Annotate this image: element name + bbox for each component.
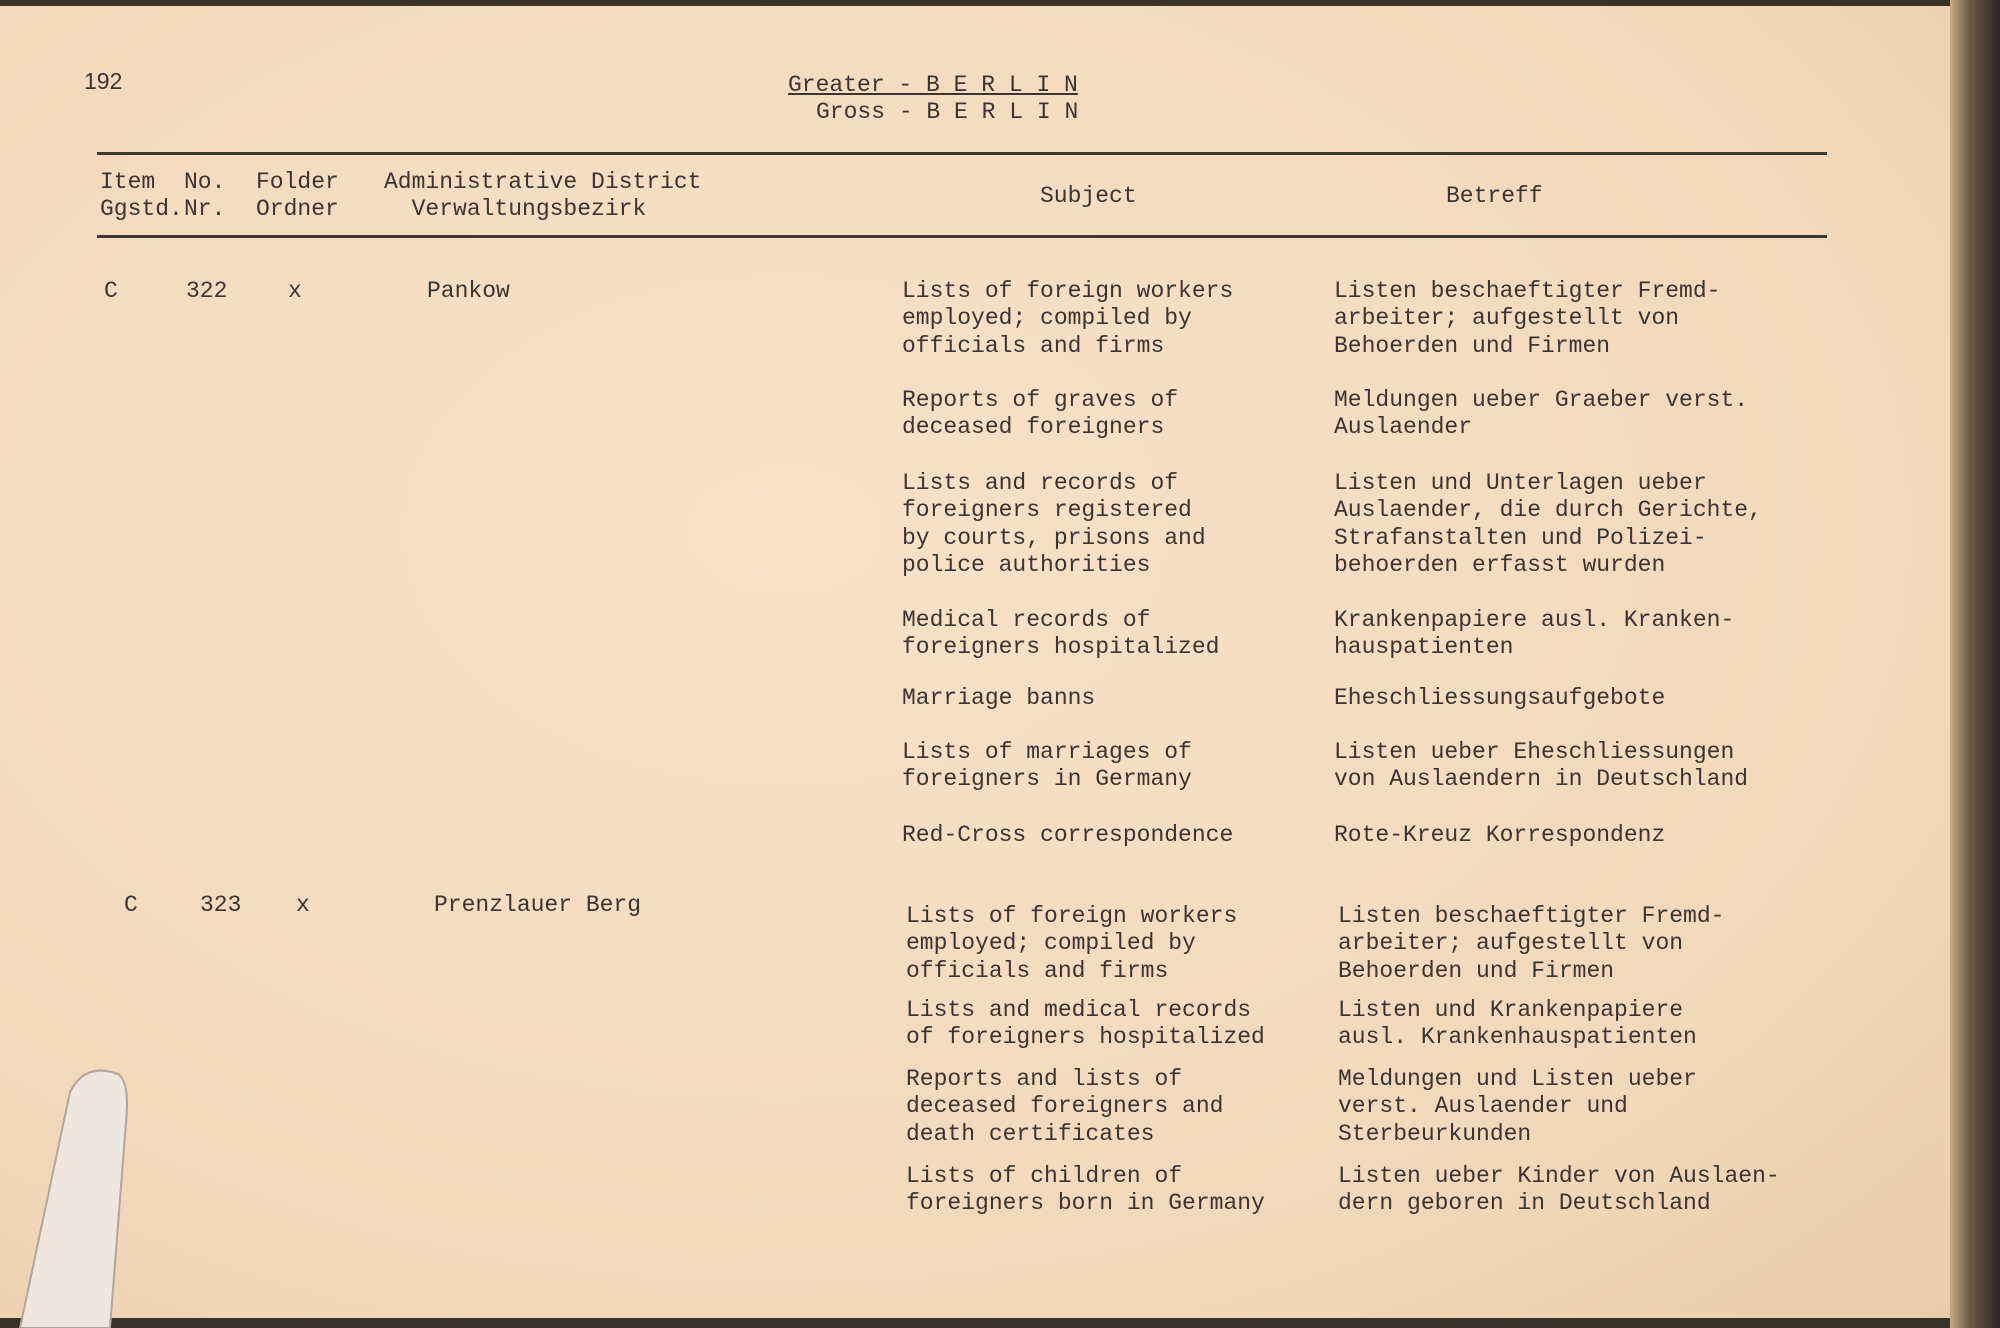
header-folder: Folder Ordner <box>256 169 339 223</box>
thumb-holding-page <box>0 1062 130 1328</box>
header-bottom-rule <box>97 235 1827 238</box>
betreff-entry: Krankenpapiere ausl. Kranken- hauspatienten <box>1334 607 1735 661</box>
header-top-rule <box>97 152 1827 155</box>
betreff-entry: Listen beschaeftigter Fremd- arbeiter; aufgestellt von Behoerden und Firmen <box>1334 278 1721 359</box>
item-number: 323 <box>200 892 242 918</box>
subject-entry: Lists of foreign workers employed; compiled by officials and firms <box>902 278 1234 359</box>
subject-entry: Lists of children of foreigners born in Germany <box>906 1163 1265 1217</box>
betreff-entry: Listen beschaeftigter Fremd- arbeiter; aufgestellt von Behoerden und Firmen <box>1338 903 1725 984</box>
title-english: Greater - B E R L I N <box>788 72 1078 98</box>
subject-entry: Lists and medical records of foreigners hospitalized <box>906 997 1265 1051</box>
subject-entry: Lists of foreign workers employed; compiled by officials and firms <box>906 903 1238 984</box>
betreff-entry: Rote-Kreuz Korrespondenz <box>1334 822 1666 848</box>
folder-mark: x <box>288 278 302 304</box>
header-no: No. Nr. <box>184 169 226 223</box>
betreff-entry: Listen ueber Eheschliessungen von Auslaendern in Deutschland <box>1334 739 1749 793</box>
subject-entry: Reports and lists of deceased foreigners and death certificates <box>906 1066 1224 1147</box>
betreff-entry: Listen und Unterlagen ueber Auslaender, die durch Gerichte, Strafanstalten und Polizei- behoerden erfasst wurden <box>1334 470 1762 579</box>
betreff-entry: Meldungen und Listen ueber verst. Auslaender und Sterbeurkunden <box>1338 1066 1697 1147</box>
betreff-entry: Listen ueber Kinder von Auslaen- dern geboren in Deutschland <box>1338 1163 1780 1217</box>
book-page-edge <box>1950 0 2000 1328</box>
subject-entry: Red-Cross correspondence <box>902 822 1234 848</box>
page-number: 192 <box>84 68 123 94</box>
betreff-entry: Eheschliessungsaufgebote <box>1334 685 1666 711</box>
header-subject: Subject <box>1040 183 1137 209</box>
header-district: Administrative District Verwaltungsbezirk <box>384 169 702 223</box>
subject-entry: Lists of marriages of foreigners in Germany <box>902 739 1192 793</box>
betreff-entry: Meldungen ueber Graeber verst. Auslaender <box>1334 387 1749 441</box>
item-code: C <box>124 892 138 918</box>
header-item: Item Ggstd. <box>100 169 183 223</box>
header-betreff: Betreff <box>1446 183 1543 209</box>
document-page <box>0 6 1962 1318</box>
subject-entry: Marriage banns <box>902 685 1096 711</box>
subject-entry: Lists and records of foreigners registered by courts, prisons and police authorities <box>902 470 1206 579</box>
title-german: Gross - B E R L I N <box>816 99 1079 125</box>
district-name: Prenzlauer Berg <box>434 892 642 918</box>
subject-entry: Reports of graves of deceased foreigners <box>902 387 1179 441</box>
subject-entry: Medical records of foreigners hospitalized <box>902 607 1220 661</box>
folder-mark: x <box>296 892 310 918</box>
betreff-entry: Listen und Krankenpapiere ausl. Krankenhauspatienten <box>1338 997 1697 1051</box>
district-name: Pankow <box>427 278 510 304</box>
item-code: C <box>104 278 118 304</box>
item-number: 322 <box>186 278 228 304</box>
